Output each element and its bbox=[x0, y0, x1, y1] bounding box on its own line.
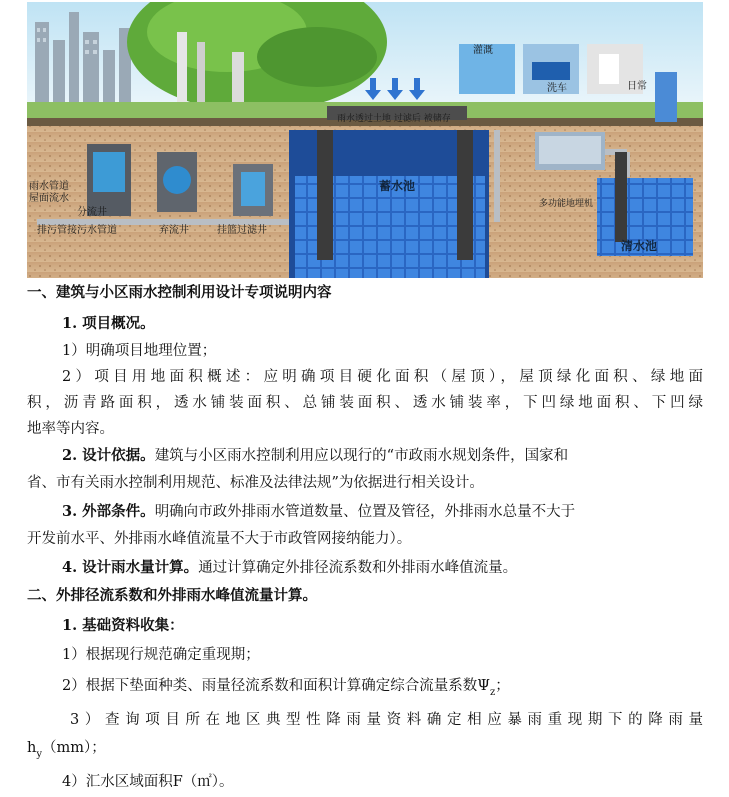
s2-line2-end: ； bbox=[495, 678, 510, 694]
s2-line4: 4）汇水区域面积F（㎡）。 bbox=[62, 774, 234, 790]
roof-rain-label: 屋面流水 bbox=[29, 193, 69, 204]
filter-column bbox=[655, 72, 677, 122]
item3-title: 3. 外部条件。 bbox=[62, 503, 155, 520]
item4-paragraph bbox=[62, 558, 517, 578]
item1-line2c: 地率等内容。 bbox=[27, 421, 114, 437]
car-wash-label: 洗车 bbox=[547, 83, 567, 94]
sewage-pipe-label: 排污管接污水管道 bbox=[37, 225, 117, 236]
item3-paragraph bbox=[62, 502, 703, 522]
item4-title: 4. 设计雨水量计算。 bbox=[62, 559, 199, 576]
item3-text-a: 明确向市政外排雨水管道数量、位置及管径，外排雨水总量不大于 bbox=[154, 504, 576, 520]
infiltration-label: 雨水透过土地 过滤后 被储存 bbox=[337, 114, 451, 124]
diversion-well-label: 分流井 bbox=[77, 207, 107, 218]
multi-machine-label: 多功能地埋机 bbox=[539, 199, 594, 209]
h-subscript: y bbox=[36, 749, 42, 760]
s2-line2-text: 2）根据下垫面种类、雨量径流系数和面积计算确定综合流量系数Ψ bbox=[62, 678, 490, 694]
section2-title: 二、外排径流系数和外排雨水峰值流量计算。 bbox=[27, 587, 317, 604]
item1-line2b: 积，沥青路面积，透水铺装面积、总铺装面积、透水铺装率，下凹绿地面积、下凹绿 bbox=[27, 395, 703, 411]
abandon-well-label: 弃流井 bbox=[159, 225, 189, 236]
daily-label: 日常 bbox=[627, 81, 647, 92]
psi-subscript: z bbox=[489, 687, 496, 698]
clear-tank-label: 清水池 bbox=[621, 239, 658, 253]
s2-line1: 1）根据现行规范确定重现期； bbox=[62, 647, 260, 663]
item2-paragraph bbox=[62, 446, 703, 466]
s2-line3-unit: （mm）； bbox=[42, 740, 106, 756]
item1-line2a: 2）项目用地面积概述：应明确项目硬化面积（屋顶），屋顶绿化面积、绿地面 bbox=[62, 369, 703, 385]
item3-text-b: 开发前水平、外排雨水峰值流量不大于市政管网接纳能力）。 bbox=[27, 531, 412, 547]
rainwater-system-illustration bbox=[27, 2, 703, 278]
s2-line2 bbox=[62, 676, 510, 703]
s2-line3b bbox=[27, 738, 106, 765]
item1-title: 1. 项目概况。 bbox=[62, 315, 155, 332]
h-symbol: h bbox=[27, 740, 37, 756]
item2-text-b: 省、市有关雨水控制利用规范、标准及法律法规”为依据进行相关设计。 bbox=[27, 475, 484, 491]
basket-well-label: 挂篮过滤井 bbox=[217, 225, 267, 236]
s2-item1-title: 1. 基础资料收集： bbox=[62, 617, 184, 634]
storage-tank-label: 蓄水池 bbox=[379, 179, 416, 193]
item1-line1: 1）明确项目地理位置； bbox=[62, 343, 217, 359]
item2-title: 2. 设计依据。 bbox=[62, 447, 155, 464]
irrigation-label: 灌溉 bbox=[473, 45, 493, 56]
rain-arrows bbox=[365, 78, 425, 100]
s2-line3a: 3）查询项目所在地区典型性降雨量资料确定相应暴雨重现期下的降雨量 bbox=[70, 712, 703, 728]
rain-pipe-label: 雨水管道 bbox=[29, 181, 69, 192]
item2-text-a: 建筑与小区雨水控制利用应以现行的“市政雨水规划条件，国家和 bbox=[154, 448, 569, 464]
item4-text: 通过计算确定外排径流系数和外排雨水峰值流量。 bbox=[198, 560, 518, 576]
rainwater-diagram-graphic bbox=[27, 2, 703, 278]
section1-title: 一、建筑与小区雨水控制利用设计专项说明内容 bbox=[27, 284, 332, 301]
